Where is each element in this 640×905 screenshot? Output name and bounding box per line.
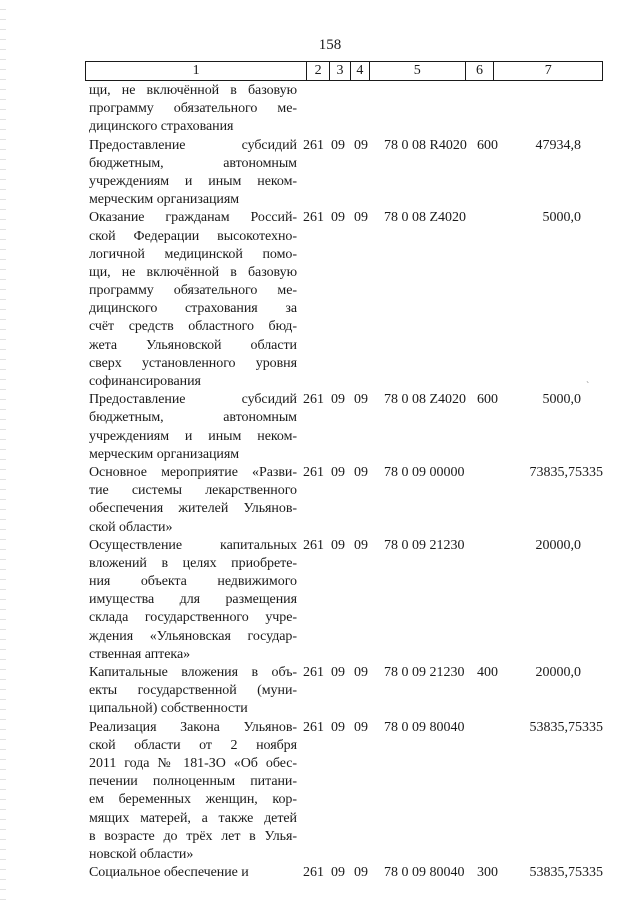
description-line: мерческим организациям — [89, 446, 240, 462]
description-line: жета Ульяновской области — [89, 337, 297, 353]
cell-c5: 78 0 09 00000 — [384, 464, 465, 480]
description-line: тие системы лекарственного — [89, 483, 297, 499]
description-line: Социальное обеспечение и — [89, 865, 249, 881]
header-col-2: 2 — [307, 62, 330, 80]
description-line: ния объекта недвижимого — [89, 574, 297, 590]
row-description — [89, 864, 297, 882]
description-line: программу обязательного ме- — [89, 283, 297, 299]
cell-c7: 53835,75335 — [529, 865, 603, 881]
description-line: Предоставление субсидий — [89, 392, 297, 408]
header-col-4: 4 — [351, 62, 370, 80]
description-line: Основное мероприятие «Разви- — [89, 464, 297, 480]
description-line: в возрасте до трёх лет в Улья- — [89, 828, 297, 844]
description-line: обеспечения жителей Ульянов- — [89, 501, 297, 517]
cell-c3: 09 — [331, 537, 345, 553]
description-line: 2011 года № 181-ЗО «Об обес- — [89, 755, 297, 771]
header-col-7: 7 — [544, 63, 552, 78]
cell-c5: 78 0 08 R4020 — [384, 137, 467, 153]
header-col-6: 6 — [466, 62, 495, 80]
description-line: бюджетным, автономным — [89, 410, 297, 426]
description-line: ской области» — [89, 519, 173, 535]
cell-c4: 09 — [354, 665, 368, 680]
cell-c2: 261 — [303, 719, 324, 735]
table-row — [89, 82, 603, 137]
description-line: логичной медицинской помо- — [89, 246, 297, 262]
cell-c4: 09 — [354, 719, 368, 735]
cell-c7: 20000,0 — [535, 537, 581, 553]
description-line: Реализация Закона Ульянов- — [89, 719, 297, 735]
cell-c6: 600 — [477, 392, 498, 408]
table-row — [89, 209, 603, 391]
description-line: щи, не включённой в базовую — [89, 264, 297, 280]
description-line: склада государственного учре- — [89, 610, 297, 626]
row-description — [89, 537, 297, 664]
cell-c4: 09 — [354, 464, 368, 480]
cell-c2: 261 — [303, 137, 324, 153]
row-description — [89, 719, 297, 865]
cell-c7: 5000,0 — [542, 210, 581, 226]
cell-c2: 261 — [303, 392, 324, 408]
header-col-3: 3 — [330, 62, 351, 80]
description-line: софинансирования — [89, 374, 201, 389]
description-line: счёт средств областного бюд- — [89, 319, 297, 335]
scan-edge-artifact — [0, 0, 6, 905]
description-line: Предоставление субсидий — [89, 137, 297, 153]
cell-c5: 78 0 09 21230 — [384, 537, 465, 553]
description-line: учреждениям и иным неком- — [89, 428, 297, 444]
cell-c5: 78 0 09 80040 — [384, 719, 465, 735]
description-line: мерческим организациям — [89, 192, 240, 208]
row-description — [89, 209, 297, 391]
cell-c5: 78 0 09 21230 — [384, 665, 465, 680]
cell-c4: 09 — [354, 210, 368, 226]
description-line: новской области» — [89, 846, 194, 862]
row-description — [89, 137, 297, 210]
table-row — [89, 537, 603, 664]
cell-c7: 47934,8 — [535, 137, 581, 153]
description-line: щи, не включённой в базовую — [89, 83, 297, 98]
description-line: ждения «Ульяновская государ- — [89, 628, 297, 644]
cell-c4: 09 — [354, 392, 368, 408]
cell-c6: 300 — [477, 865, 498, 881]
row-description — [89, 82, 297, 137]
cell-c7: 53835,75335 — [529, 719, 603, 735]
row-description — [89, 664, 297, 719]
cell-c7: 73835,75335 — [529, 464, 603, 480]
cell-c5: 78 0 08 Z4020 — [384, 210, 467, 226]
row-description — [89, 464, 297, 537]
cell-c2: 261 — [303, 537, 324, 553]
description-line: бюджетным, автономным — [89, 155, 297, 171]
description-line: учреждениям и иным неком- — [89, 173, 297, 189]
table-header-row — [85, 61, 603, 81]
table-row — [89, 464, 603, 537]
description-line: ской области от 2 ноября — [89, 737, 297, 753]
header-col-1: 1 — [86, 62, 307, 80]
cell-c6: 600 — [477, 137, 498, 153]
description-line: Оказание гражданам Россий- — [89, 210, 297, 226]
description-line: имущества для размещения — [89, 592, 297, 608]
description-line: ципальной) собственности — [89, 701, 248, 717]
cell-c7: 20000,0 — [535, 665, 581, 680]
cell-c2: 261 — [303, 665, 324, 680]
table-row — [89, 864, 603, 882]
page-number: 158 — [318, 37, 342, 53]
description-line: ственная аптека» — [89, 646, 191, 662]
cell-c3: 09 — [331, 464, 345, 480]
cell-c5: 78 0 08 Z4020 — [384, 392, 467, 408]
description-line: дицинского страхования — [89, 119, 234, 135]
table-row — [89, 719, 603, 865]
table-row — [89, 137, 603, 210]
header-col-5: 5 — [370, 62, 466, 80]
cell-c2: 261 — [303, 210, 324, 226]
description-line: печении полноценным питани- — [89, 774, 297, 790]
description-line: ской Федерации высокотехно- — [89, 228, 297, 244]
table-row — [89, 664, 603, 719]
cell-c4: 09 — [354, 537, 368, 553]
description-line: мящих матерей, а также детей — [89, 810, 297, 826]
cell-c4: 09 — [354, 865, 368, 881]
cell-c4: 09 — [354, 137, 368, 153]
description-line: сверх установленного уровня — [89, 355, 297, 371]
cell-c2: 261 — [303, 464, 324, 480]
budget-table-body — [89, 82, 603, 882]
cell-c3: 09 — [331, 719, 345, 735]
description-line: программу обязательного ме- — [89, 101, 297, 117]
cell-c2: 261 — [303, 865, 324, 881]
scan-mark: ` — [586, 381, 590, 392]
description-line: Капитальные вложения в объ- — [89, 665, 297, 680]
cell-c3: 09 — [331, 392, 345, 408]
cell-c3: 09 — [331, 210, 345, 226]
cell-c3: 09 — [331, 137, 345, 153]
description-line: екты государственной (муни- — [89, 683, 297, 699]
cell-c6: 400 — [477, 665, 498, 680]
description-line: Осуществление капитальных — [89, 537, 297, 553]
description-line: дицинского страхования за — [89, 301, 297, 317]
description-line: вложений в целях приобрете- — [89, 555, 297, 571]
cell-c7: 5000,0 — [542, 392, 581, 408]
table-row — [89, 391, 603, 464]
cell-c3: 09 — [331, 865, 345, 881]
description-line: ем беременных женщин, кор- — [89, 792, 297, 808]
row-description — [89, 391, 297, 464]
cell-c3: 09 — [331, 665, 345, 680]
cell-c5: 78 0 09 80040 — [384, 865, 465, 881]
